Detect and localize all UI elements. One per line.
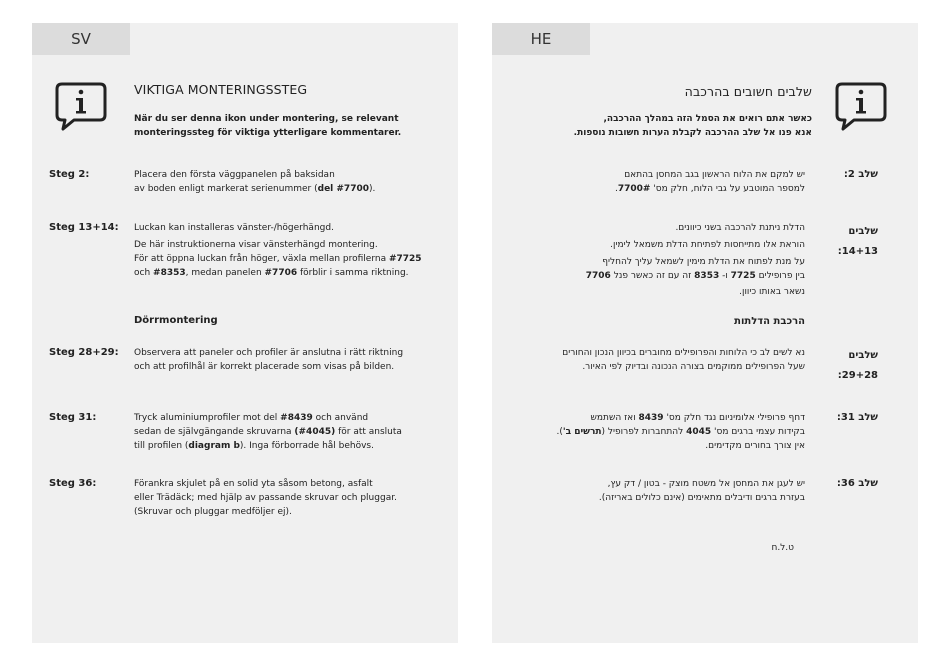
sv-door-heading: Dörrmontering bbox=[134, 315, 218, 326]
page-swedish bbox=[32, 23, 458, 643]
page-hebrew bbox=[492, 23, 918, 643]
he-door-heading: הרכבת הדלתות bbox=[734, 316, 805, 327]
language-tab-he: HE bbox=[492, 23, 590, 55]
he-step2-text: יש למקם את הלוח הראשון בגב המחסן בהתאם למספר המוטבע על גבי הלוח, חלק מס' 7700#. bbox=[614, 170, 805, 194]
he-step31-label: שלב 31: bbox=[836, 412, 878, 423]
sv-step28-text: Observera att paneler och profiler är anslutna i rätt riktning och att profilhål är korrekt placerade som visas på bilden. bbox=[134, 348, 404, 372]
sv-step36-label: Steg 36: bbox=[49, 478, 97, 489]
sv-step28-label: Steg 28+29: bbox=[49, 347, 119, 358]
he-step36-label: שלב 36: bbox=[836, 478, 878, 489]
info-icon bbox=[834, 81, 888, 133]
he-step13-label: שלבים 14+13: bbox=[837, 226, 878, 257]
sv-step31-text: Tryck aluminiumprofiler mot del #8439 och använd sedan de självgängande skruvarna (#4045) för att ansluta till profilen (diagram b). Inga förborrade hål behövs. bbox=[134, 413, 402, 451]
sv-step13-label: Steg 13+14: bbox=[49, 222, 119, 233]
sv-step13-text: Luckan kan installeras vänster-/högerhängd. De här instruktionerna visar vänsterhängd montering. För att öppna luckan från höger, växla mellan profilerna #7725 och #8353, medan panelen #7706 förblir i samma riktning. bbox=[134, 223, 422, 278]
sv-title: VIKTIGA MONTERINGSSTEG bbox=[134, 82, 308, 97]
sv-step36-text: Förankra skjulet på en solid yta såsom betong, asfalt eller Trädäck; med hjälp av passande skruvar och pluggar. (Skruvar och pluggar medföljer ej). bbox=[134, 479, 397, 517]
info-icon bbox=[54, 81, 108, 133]
language-tab-sv: SV bbox=[32, 23, 130, 55]
he-step28-text: נא לשים לב כי הלוחות והפרופילים מחוברים בכיוון הנכון והחורים שעל הפרופילים ממוקמים בצורה הנכונה ובדיוק לפי האיור. bbox=[562, 348, 805, 372]
he-step31-text: דחף פרופילי אלומיניום נגד חלק מס' 8439 ואז השתמש בקידות עצמי ברגים מס' 4045 להתחברות לפרופיל (תרשים ב'). אין צורך בחורים מקדימים. bbox=[556, 413, 805, 451]
sv-step2-text: Placera den första väggpanelen på baksidan av boden enligt markerat serienummer (del #7700). bbox=[134, 170, 376, 194]
sv-step31-label: Steg 31: bbox=[49, 412, 97, 423]
he-step36-text: יש לעגן את המחסן אל משטח מוצק - בטון / דק עץ, בעזרת ברגים ודיבלים מתאימים (אינם כלולים באריזה). bbox=[598, 479, 805, 503]
sv-step2-label: Steg 2: bbox=[49, 169, 90, 180]
he-title: שלבים חשובים בהרכבה bbox=[684, 84, 812, 99]
he-step2-label: שלב 2: bbox=[843, 169, 878, 180]
he-intro: כאשר אתם רואים את הסמל הזה במהלך ההרכבה, אנא פנו אל שלב ההרכבה לקבלת הערות חשובות נוספות. bbox=[573, 114, 812, 138]
he-footer-note: ט.ל.ח bbox=[771, 543, 794, 553]
he-step13-text: הדלת ניתנת להרכבה בשני כיוונים. הוראת אלו מתייחסות לפתיחת הדלת משמאל לימין. על מנת לפתוח את הדלת מימין לשמאל עליך להחליף בין פרופילים 7725 ו- 8353 זה עם זה כאשר פנל 7706 נשאר באותו כיוון. bbox=[585, 223, 805, 297]
sv-intro: När du ser denna ikon under montering, se relevant monteringssteg för viktiga ytterligare kommentarer. bbox=[134, 114, 402, 138]
he-step28-label: שלבים 29+28: bbox=[837, 350, 878, 381]
